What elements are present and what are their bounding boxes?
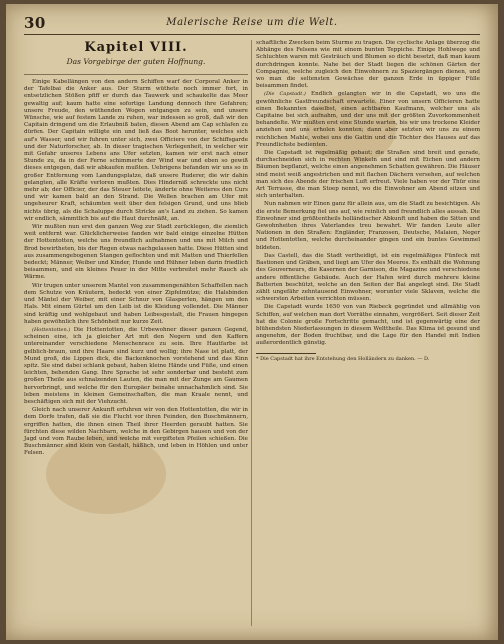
paragraph: Das Castell, das die Stadt vertheidigt, ist ein regelmäßiges Fünfeck mit Bastionen und Gräben, und liegt am Ufer des Meeres. Es enthält die Wohnung des Gouverneurs, die Kasernen der Garnison, die Magazine und verschiedene andere öffentliche Gebäude. Auch der Hafen wird durch mehrere kleine Batterien beschützt, welche an den Seiten der Bai angelegt sind. Die Stadt zählt ungefähr zehntausend Einwohner, worunter viele Sklaven, welche die schwersten Arbeiten verrichten müssen. <box>256 252 480 303</box>
paragraph: Nun nahmen wir Einen ganz für allein aus, um die Stadt zu besichtigen. Als die erste Bemerkung fiel uns auf, wie reinlich und freundlich alles aussah. Die Einwohner sind größtentheils holländischer Abkunft und haben die Sitten und Gewohnheiten ihres Vaterlandes treu bewahrt. Wir fanden Leute aller Nationen in den Straßen: Engländer, Franzosen, Deutsche, Malaien, Neger und Hottentotten, welche durcheinander gingen und ein buntes Gewimmel bildeten. <box>256 201 480 251</box>
paragraph: schaftliche Zwecken beim Sturme zu tragen. Die cyclische Anlage überzog die Abhänge des Felsens wie mit einem bunten Teppiche. Einige Hohlwege und Schluchten waren mit Gesträuch und Blumen so dicht besetzt, daß man kaum durchdringen konnte. Nahe bei der Stadt liegen die schönen Gärten der Compagnie, welche zugleich den Einwohnern zu Spaziergängen dienen, und wo man die seltensten Gewächse der ganzen Erde in üppiger Fülle beisammen findet. <box>256 40 480 90</box>
running-title: Malerische Reise um die Welt. <box>166 17 338 28</box>
paragraph: Gleich nach unserer Ankunft erfuhren wir von den Hottentotten, die wir in dem Dorfe trafen, daß sie die Flucht vor ihren Feinden, den Buschmännern, ergriffen hatten, die ihnen einen Theil ihrer Heerden geraubt hatten. Sie fürchten diese wilden Nachbarn, welche in den Gebirgen hausen und von der Jagd und vom Raube leben, und welche mit vergifteten Pfeilen schießen. Die Buschmänner sind klein von Gestalt, häßlich, und leben in Höhlen und unter Felsen. <box>24 407 248 457</box>
column-divider <box>251 40 252 626</box>
paragraph: Die Capstadt ist regelmäßig gebaut; die Straßen sind breit und gerade, durchschneiden sich in rechten Winkeln und sind mit Eichen und andern Bäumen bepflanzt, welche einen angenehmen Schatten gewähren. Die Häuser sind meist weiß angestrichen und mit flachen Dächern versehen, auf welchen man sich des Abends der frischen Luft erfreut. Viele haben vor der Thür eine Art Terrasse, die man Stoep nennt, wo die Einwohner am Abend sitzen und sich unterhalten. <box>256 150 480 200</box>
paragraph <box>24 327 248 406</box>
paragraph: Die Capstadt wurde 1650 von van Riebeck gegründet und allmählig von Schiffen, auf welchen man dort Vorräthe einnahm, vergrößert. Seit dieser Zeit hat die Colonie große Fortschritte gemacht, und ist gegenwärtig eine der blühendsten Niederlassungen in diesem Welttheile. Das Klima ist gesund und angenehm, der Boden fruchtbar, und die Lage für den Handel mit Indien außerordentlich günstig. <box>256 304 480 347</box>
footnote-rule <box>256 353 316 354</box>
marginal-note: (Hottentotten.) <box>32 326 71 333</box>
paragraph-text: Die Hottentotten, die Urbewohner dieser ganzen Gegend, scheinen eine, ich ja gleicher Art mit den Negern und den Kaffern untereinander verschiedene Menschenrace zu sein. Ihre Hautfarbe ist gelblich-braun, und ihre Haare sind kurz und wollig; ihre Nase ist platt, der Mund groß, die Lippen dick, die Backenknochen vorstehend und das Kinn spitz. Sie sind dabei schlank gebaut, haben kleine Hände und Füße, und einen leichten, behenden Gang. Ihre Sprache ist sehr sonderbar und besteht zum großen Theile aus schnalzenden Lauten, die man mit der Zunge am Gaumen hervorbringt, und welche für den Europäer beinahe unnachahmlich sind. Sie leben meistens in kleinen Gemeinschaften, die man Kraale nennt, und beschäftigen sich mit der Viehzucht. <box>24 326 248 405</box>
chapter-title: Kapitel VIII. <box>84 40 188 55</box>
paragraph: Einige Kabellängen von den andern Schiffen warf der Corporal Anker in der Tafelbai die Anker aus. Der Sturm wüthete noch immer fort, in entsetzlichen Stößen pfiff er durch das Tauwerk und schaukelte das Meer gewaltig auf; kaum hatte eine sofortige Landung dennoch ihre Gefahren; unsere Freude, den wüthenden Wogen entgangen zu sein, und unsere Wünsche, wie auf festem Lande zu ruhen, war indessen so groß, daß wir den Capitain dringend um die Erlaubniß baten, diesen Abend am Cap schlafen zu dürfen. Der Capitain willigte ein und ließ das Boot herunter, welches sich auf's Wasser, und wir fuhren unter sich, zwei Officiere von der Schiffsgarde und der Naturforscher, ab. In dieser tragischen Verlegenheit, in welcher wir mit Gefahr unseres Lebens ans Ufer setzten, kamen wir erst nach einer Stunde zu, da in der Ferne schimmerte der Wind war und eben so gewiß dieses entgegen, daß wir abkaufen mußten. Uebrigens befanden wir uns so in großer Entfernung vom Landungsplatze, daß unsere Ruderer, die wir dahin gelangten, alle Kräfte verloren mußten. Dies Hinderniß schreckte uns nicht mehr ab; der Officier, der das Steuer leitete, änderte ohne Weiteres den Curs und wir kamen bald an den Strand. Die Wellen brachen am Ufer mit ungeheurer Kraft, schäumten weit über den felsigen Grund, und uns blieb nichts übrig, als die Schaluppe durch Stricke an's Land zu ziehen. So kamen wir endlich, sämmtlich bis auf die Haut durchnäßt, an. <box>24 79 248 222</box>
running-header <box>24 14 480 35</box>
marginal-note: (Die Capstadt.) <box>264 91 306 98</box>
footnote: * Die Capstadt hat ihre Entstehung den Holländern zu danken. — D. <box>256 355 430 362</box>
book-page <box>6 4 498 640</box>
page-number: 30 <box>24 14 46 32</box>
paragraph: Wir trugen unter unserem Mantel von zusammengenähten Schaffellen nach dem Schutze von Kräutern, bedeckt von einer Zipfelmütze; die Halsbinden und Mäntel der Weiber, mit einer Schnur von Glasperlen, hängen um den Hals. Mit einem Gürtel um den Leib ist die Kleidung vollendet. Die Männer sind kräftig und wohlgebaut und haben Leibesgestalt, die Frauen hingegen haben gewöhnlich ihre Schönheit nur kurze Zeit. <box>24 282 248 325</box>
right-column <box>256 40 480 362</box>
paragraph-text: Endlich gelangten wir in die Capstadt, wo uns die gewöhnliche Gastfreundschaft erwartete. Einer von unsern Officieren hatte einen Bekannten daselbst, einen achtbaren Kaufmann, welcher uns als Capitaine bei sich aufnahm, und der uns mit der größten Zuvorkommenheit behandelte. Wir mußten erst eine Stunde warten, bis wir uns trockene Kleider anziehen und uns erholen konnten; dann aber setzten wir uns zu einem reichlichen Mahle, wobei uns die Gattin und die Töchter des Hauses auf das Freundlichste bedienten. <box>256 91 481 148</box>
left-column <box>24 40 248 459</box>
paragraph: Wir mußten nun erst den ganzen Weg zur Stadt zurücklegen, die ziemlich weit entfernt war. Glücklicherweise fanden wir bald einige einzelne Hütten der Hottentotten, welche uns freundlich aufnahmen und uns mit Milch und Brod bewirtheten, bis der Regen etwas nachgelassen hatte. Diese Hütten sind aus zusammengebogenen Stangen geflochten und mit Matten und Thierfellen bedeckt; Männer, Weiber und Kinder, Hunde und Hühner leben darin friedlich beisammen, und ein kleines Feuer in der Mitte verbreitet mehr Rauch als Wärme. <box>24 224 248 281</box>
chapter-subtitle: Das Vorgebirge der guten Hoffnung. <box>66 57 206 66</box>
paragraph <box>256 91 480 149</box>
chapter-subtitle-block <box>24 57 248 75</box>
